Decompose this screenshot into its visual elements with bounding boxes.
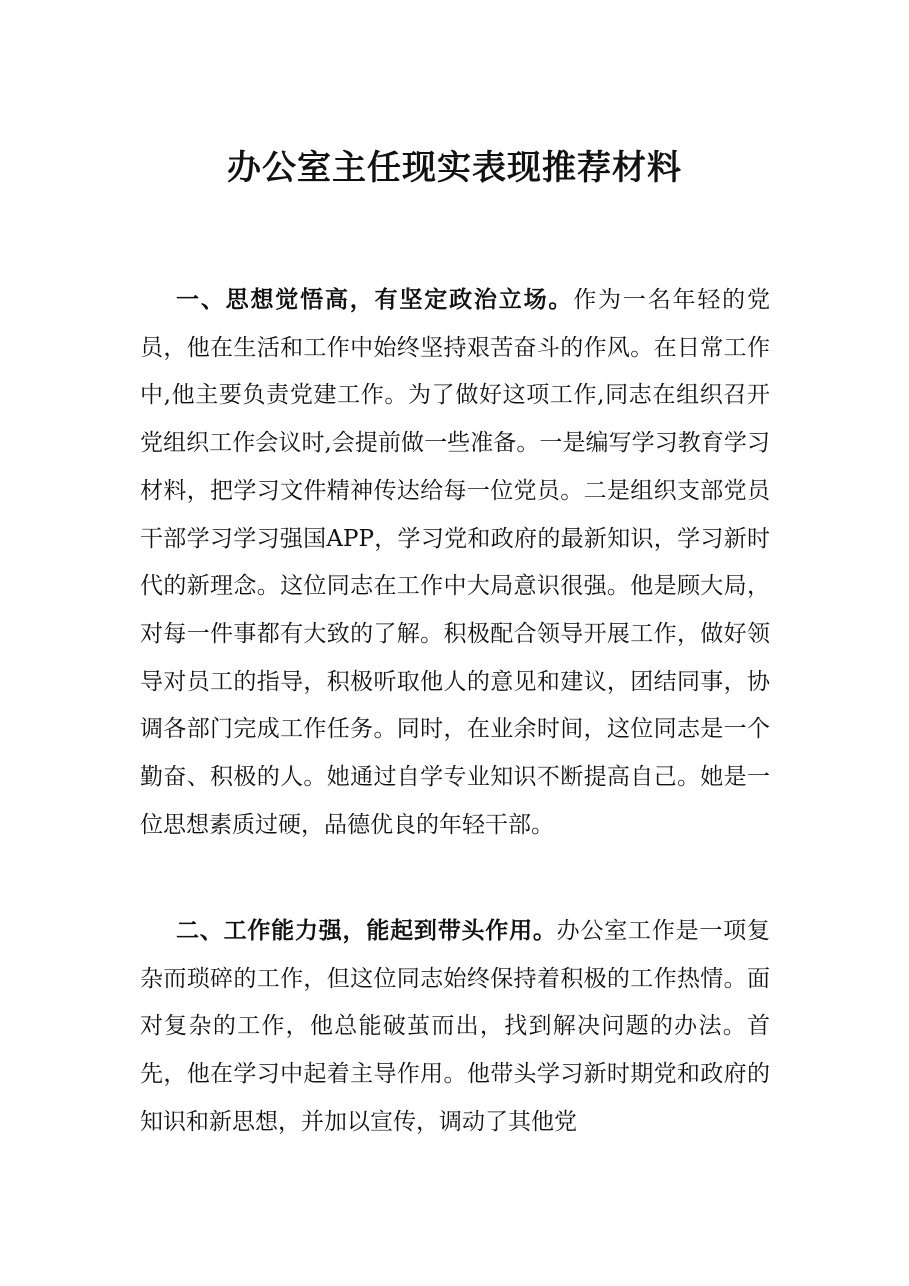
section-body-2: 办公室工作是一项复杂而琐碎的工作，但这位同志始终保持着积极的工作热情。面对复杂的工作，他总能破茧而出，找到解决问题的办法。首先，他在学习中起着主导作用。他带头学习新时期党和政府的知识和新思想，并加以宣传，调动了其他党 — [140, 918, 771, 1135]
document-title: 办公室主任现实表现推荐材料 — [227, 148, 682, 188]
section-body-1: 作为一名年轻的党员，他在生活和工作中始终坚持艰苦奋斗的作风。在日常工作中,他主要负责党建工作。为了做好这项工作,同志在组织召开党组织工作会议时,会提前做一些准备。一是编写学习教育学习材料，把学习文件精神传达给每一位党员。二是组织支部党员干部学习学习强国APP，学习党和政府的最新知识，学习新时代的新理念。这位同志在工作中大局意识很强。他是顾大局，对每一件事都有大致的了解。积极配合领导开展工作，做好领导对员工的指导，积极听取他人的意见和建议，团结同事，协调各部门完成工作任务。同时，在业余时间，这位同志是一个勤奋、积极的人。她通过自学专业知识不断提高自己。她是一位思想素质过硬，品德优良的年轻干部。 — [140, 287, 771, 838]
section-paragraph-1 — [140, 276, 770, 849]
section-paragraph-2 — [140, 907, 770, 1147]
section-heading-2: 二、工作能力强，能起到带头作用。 — [176, 917, 557, 944]
section-heading-1: 一、思想觉悟高，有坚定政治立场。 — [176, 286, 574, 313]
